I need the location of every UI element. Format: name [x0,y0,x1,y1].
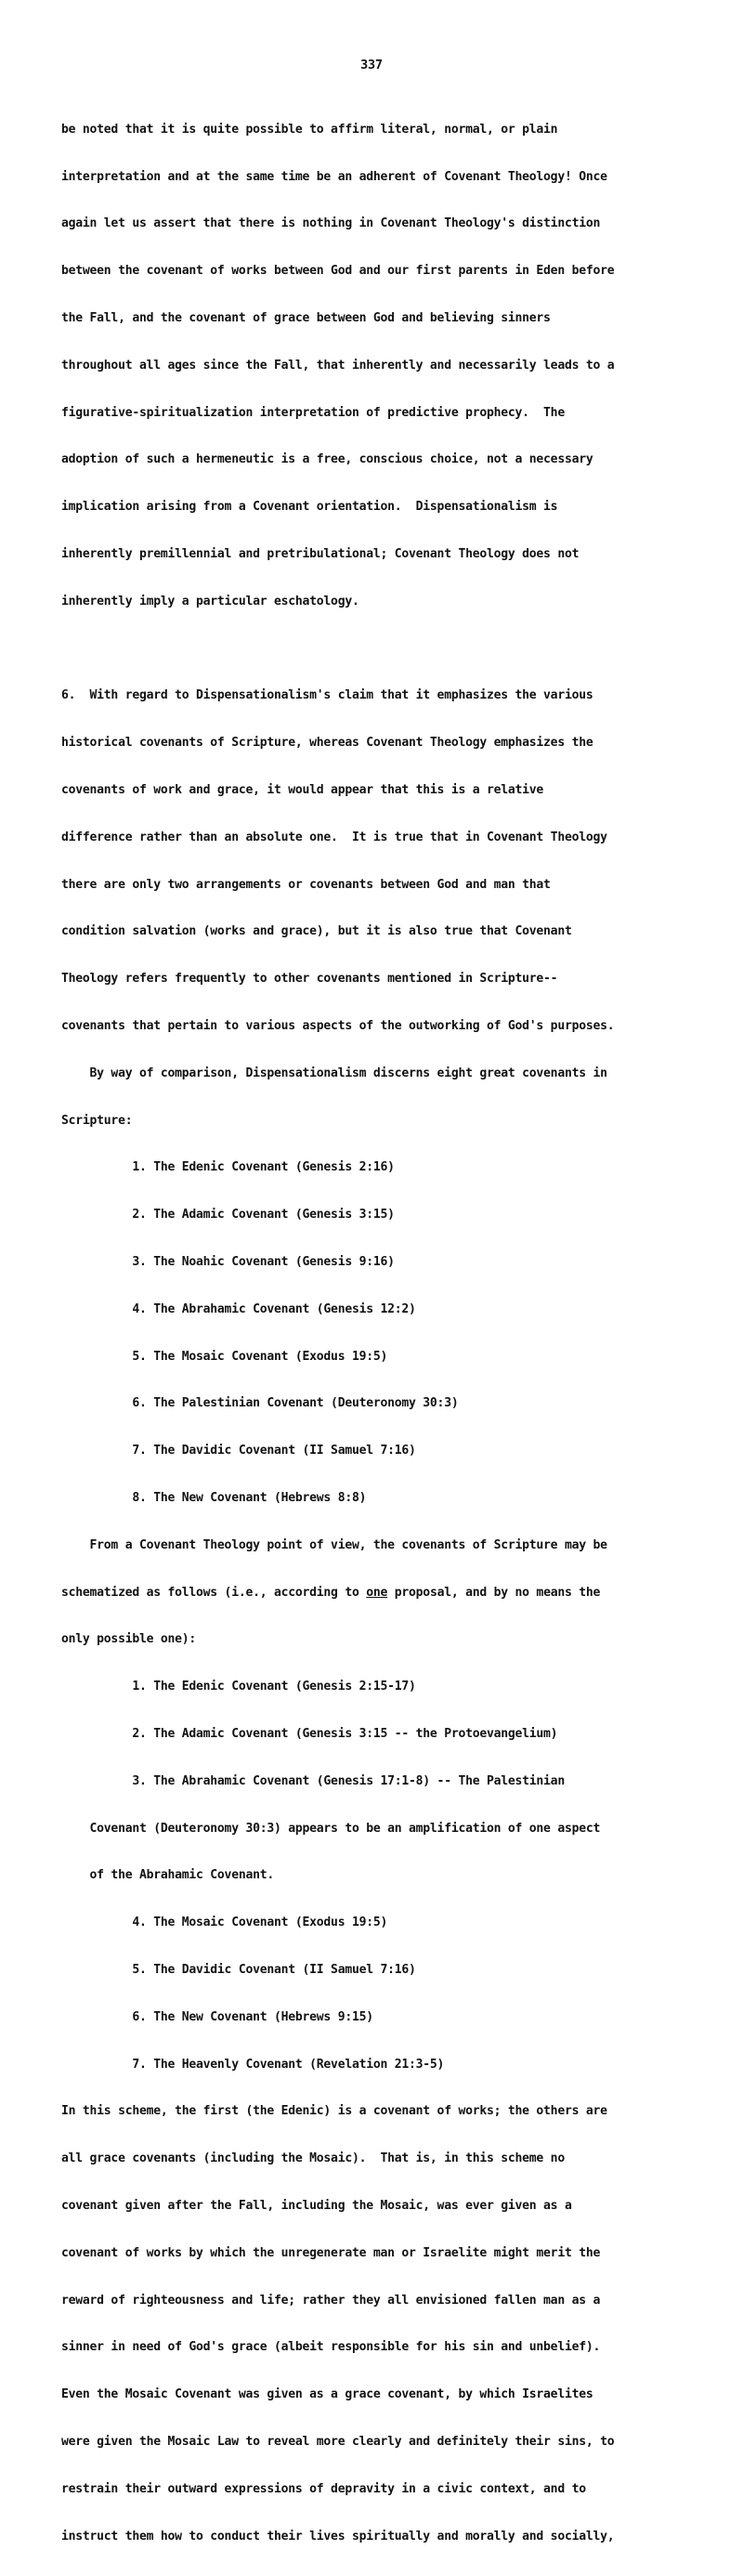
text-line [61,1586,614,1602]
text-line: inherently premillennial and pretribulational; Covenant Theology does not [61,547,580,562]
text-line: From a Covenant Theology point of view, the covenants of Scripture may be [61,1537,607,1552]
list-item: 2. The Adamic Covenant (Genesis 3:15 -- the Protoevangelium) [61,1726,558,1741]
page-number: 337 [360,58,383,72]
text-line: restrain their outward expressions of depravity in a civic context, and to [61,2481,586,2496]
list-item: 4. The Mosaic Covenant (Exodus 19:5) [61,1916,388,1930]
text-line: were given the Mosaic Law to reveal more clearly and definitely their sins, to [61,2434,615,2449]
list-item: 1. The Edenic Covenant (Genesis 2:15-17) [61,1680,416,1694]
text-line: inherently imply a particular eschatology. [61,594,359,608]
list-item: 3. The Abrahamic Covenant (Genesis 17:1-8) -- The Palestinian [61,1773,565,1788]
list-item: 7. The Davidic Covenant (II Samuel 7:16) [61,1444,416,1458]
text-line: covenant given after the Fall, including the Mosaic, was ever given as a [61,2198,572,2213]
list-item: 6. The Palestinian Covenant (Deuteronomy 30:3) [61,1396,459,1411]
text-line: throughout all ages since the Fall, that inherently and necessarily leads to a [61,358,615,373]
text-line: Even the Mosaic Covenant was given as a grace covenant, by which Israelites [61,2387,593,2402]
list-item: 1. The Edenic Covenant (Genesis 2:16) [61,1160,395,1175]
text-line: all grace covenants (including the Mosaic). That is, in this scheme no [61,2151,565,2166]
text-segment: proposal, and by no means the [387,1585,601,1600]
text-line: adoption of such a hermeneutic is a free, conscious choice, not a necessary [61,452,593,467]
text-segment: schematized as follows (i.e., according to [61,1585,367,1600]
list-item: 4. The Abrahamic Covenant (Genesis 12:2) [61,1301,416,1316]
list-item: 6. The New Covenant (Hebrews 9:15) [61,2009,373,2024]
text-line: instruct them how to conduct their lives spiritually and morally and socially, [61,2529,615,2543]
text-line: difference rather than an absolute one. It is true that in Covenant Theology [61,830,607,844]
text-line: only possible one): [61,1632,197,1647]
text-line: interpretation and at the same time be an adherent of Covenant Theology! Once [61,169,607,184]
text-line: covenants of work and grace, it would appear that this is a relative [61,783,544,798]
text-line: Theology refers frequently to other covenants mentioned in Scripture-- [61,972,558,987]
list-item: 5. The Mosaic Covenant (Exodus 19:5) [61,1349,388,1364]
text-line: of the Abrahamic Covenant. [61,1868,274,1883]
text-line: Scripture: [61,1113,133,1128]
text-line: implication arising from a Covenant orientation. Dispensationalism is [61,500,558,515]
text-line: 6. With regard to Dispensationalism's claim that it emphasizes the various [61,688,593,703]
text-line: again let us assert that there is nothing in Covenant Theology's distinction [61,216,601,231]
text-line: sinner in need of God's grace (albeit responsible for his sin and unbelief). [61,2340,601,2355]
text-line: covenants that pertain to various aspects of the outworking of God's purposes. [61,1019,615,1034]
text-line: Covenant (Deuteronomy 30:3) appears to be an amplification of one aspect [61,1821,601,1836]
text-line: the Fall, and the covenant of grace between God and believing sinners [61,311,551,326]
text-line: historical covenants of Scripture, whereas Covenant Theology emphasizes the [61,736,593,751]
text-line: In this scheme, the first (the Edenic) is a covenant of works; the others are [61,2104,607,2119]
underlined-word: one [366,1585,388,1600]
text-line: be noted that it is quite possible to affirm literal, normal, or plain [61,122,558,137]
text-line: By way of comparison, Dispensationalism discerns eight great covenants in [61,1066,607,1080]
list-item: 7. The Heavenly Covenant (Revelation 21:3-5) [61,2057,445,2072]
text-line: covenant of works by which the unregenerate man or Israelite might merit the [61,2245,601,2260]
text-line: between the covenant of works between God and our first parents in Eden before [61,264,615,279]
text-line: figurative-spiritualization interpretation of predictive prophecy. The [61,405,565,420]
text-line: reward of righteousness and life; rather they all envisioned fallen man as a [61,2293,601,2308]
text-line: condition salvation (works and grace), but it is also true that Covenant [61,924,572,939]
text-line: there are only two arrangements or covenants between God and man that [61,877,551,892]
list-item: 2. The Adamic Covenant (Genesis 3:15) [61,1208,395,1223]
list-item: 5. The Davidic Covenant (II Samuel 7:16) [61,1962,416,1977]
list-item: 3. The Noahic Covenant (Genesis 9:16) [61,1255,395,1269]
list-item: 8. The New Covenant (Hebrews 8:8) [61,1490,367,1505]
paragraph-gap [61,642,614,658]
body-text [61,91,614,2576]
